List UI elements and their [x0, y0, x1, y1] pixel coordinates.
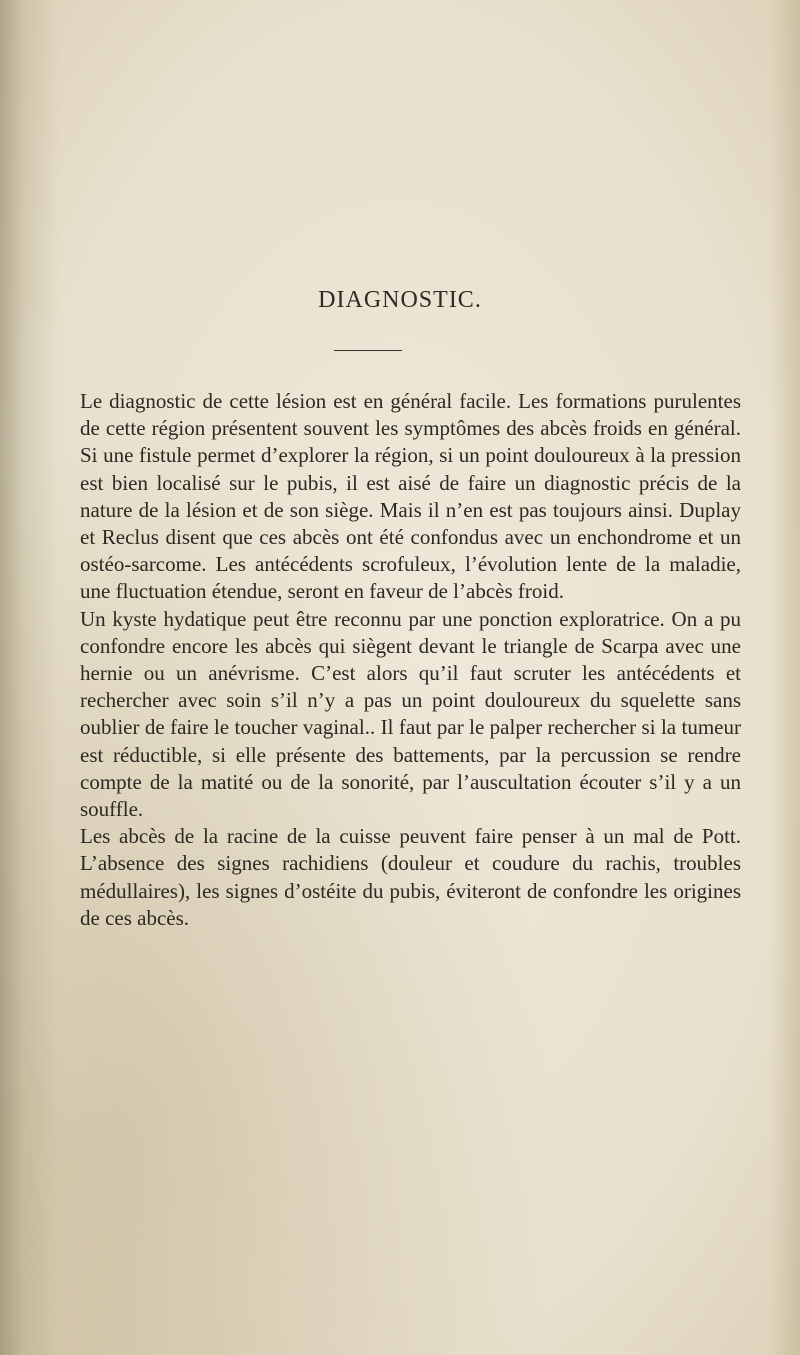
page-edge-shadow-right: [770, 0, 800, 1355]
paragraph-1: Le diagnostic de cette lésion est en général facile. Les formations purulentes de cette région présentent souvent les symptômes des abcès froids en général. Si une fistule permet d’explorer la région, si un point douloureux à la pression est bien localisé sur le pubis, il est aisé de faire un diagnostic précis de la nature de la lésion et de son siège. Mais il n’en est pas toujours ainsi. Duplay et Reclus disent que ces abcès ont été confondus avec un enchondrome et un ostéo-sarcome. Les antécédents scrofuleux, l’évolution lente de la maladie, une fluctuation étendue, seront en faveur de l’abcès froid.: [80, 389, 741, 604]
body-text: [80, 388, 741, 932]
page-edge-shadow-left: [0, 0, 60, 1355]
paragraph-3: Les abcès de la racine de la cuisse peuvent faire penser à un mal de Pott. L’absence des signes rachidiens (douleur et coudure du rachis, troubles médullaires), les signes d’ostéite du pubis, éviteront de confondre les origines de ces abcès.: [80, 824, 741, 930]
page-title: DIAGNOSTIC.: [318, 287, 482, 313]
paragraph-2: Un kyste hydatique peut être reconnu par une ponction exploratrice. On a pu confondre encore les abcès qui siègent devant le triangle de Scarpa avec une hernie ou un anévrisme. C’est alors qu’il faut scruter les antécédents et rechercher avec soin s’il n’y a pas un point douloureux du squelette sans oublier de faire le toucher vaginal.. Il faut par le palper rechercher si la tumeur est réductible, si elle présente des battements, par la percussion se rendre compte de la matité ou de la sonorité, par l’auscultation écouter s’il y a un souffle.: [80, 606, 741, 822]
title-divider: [334, 350, 402, 351]
